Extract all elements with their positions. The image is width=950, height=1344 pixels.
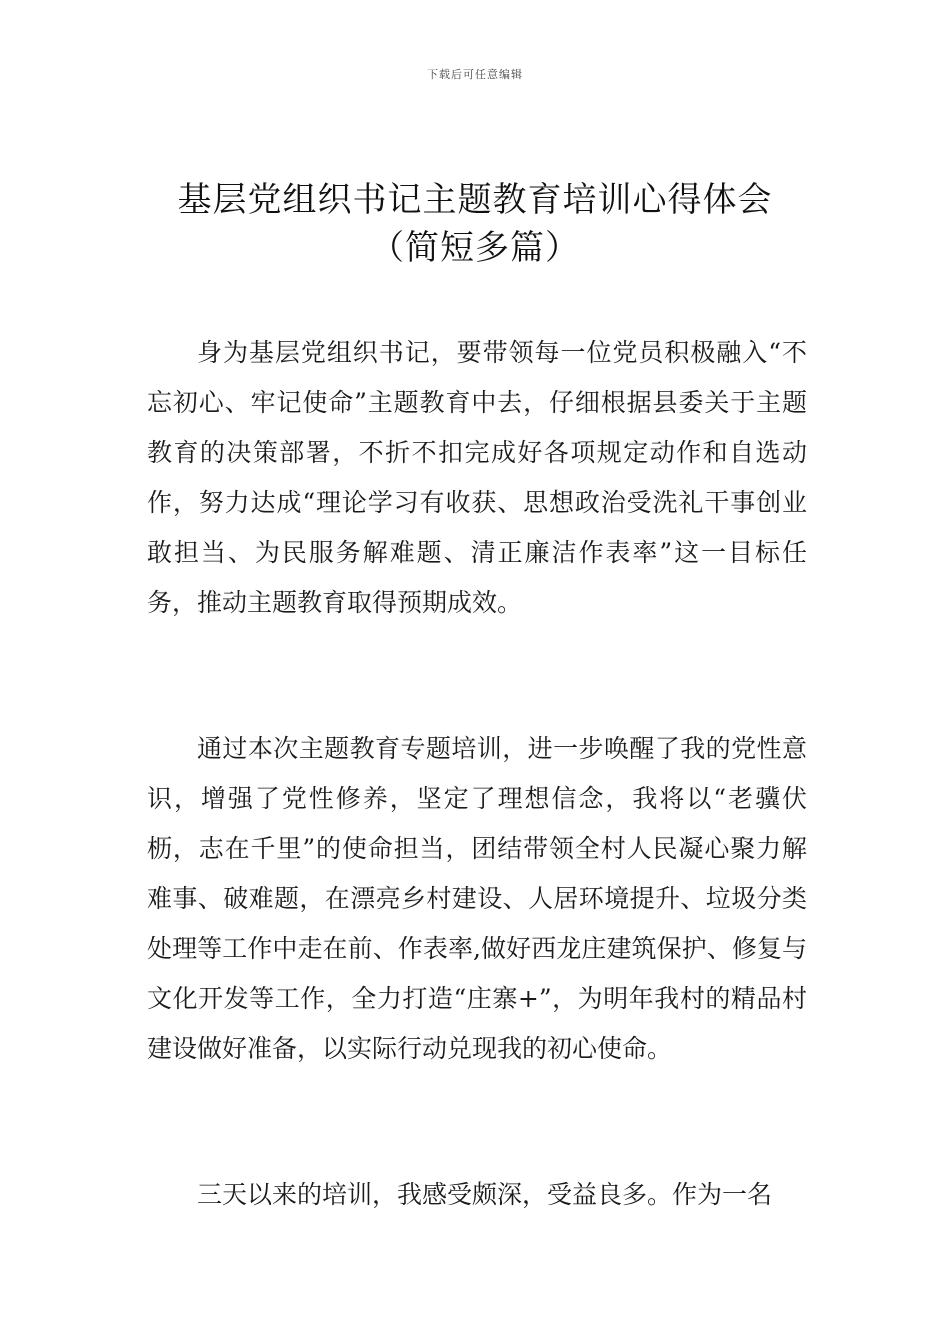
paragraph-3-block	[147, 1170, 807, 1220]
paragraph-3: 三天以来的培训，我感受颇深，受益良多。作为一名	[197, 1180, 773, 1209]
document-title	[0, 176, 950, 272]
paragraph-2-block	[147, 724, 807, 1074]
title-line-1: 基层党组织书记主题教育培训心得体会	[177, 180, 773, 220]
paragraph-1: 身为基层党组织书记，要带领每一位党员积极融入“不忘初心、牢记使命”主题教育中去，仔细根据县委关于主题教育的决策部署，不折不扣完成好各项规定动作和自选动作，努力达成“理论学习有收获、思想政治受洗礼干事创业敢担当、为民服务解难题、清正廉洁作表率”这一目标任务，推动主题教育取得预期成效。	[147, 338, 807, 617]
paragraph-2: 通过本次主题教育专题培训，进一步唤醒了我的党性意识，增强了党性修养，坚定了理想信念，我将以“老骥伏枥，志在千里”的使命担当，团结带领全村人民凝心聚力解难事、破难题，在漂亮乡村建设、人居环境提升、垃圾分类处理等工作中走在前、作表率,做好西龙庄建筑保护、修复与文化开发等工作，全力打造“庄寨+”，为明年我村的精品村建设做好准备，以实际行动兑现我的初心使命。	[147, 734, 807, 1063]
paragraph-1-block	[147, 328, 807, 628]
header-note: 下载后可任意编辑	[427, 68, 523, 81]
title-line-2: （简短多篇）	[370, 228, 580, 268]
